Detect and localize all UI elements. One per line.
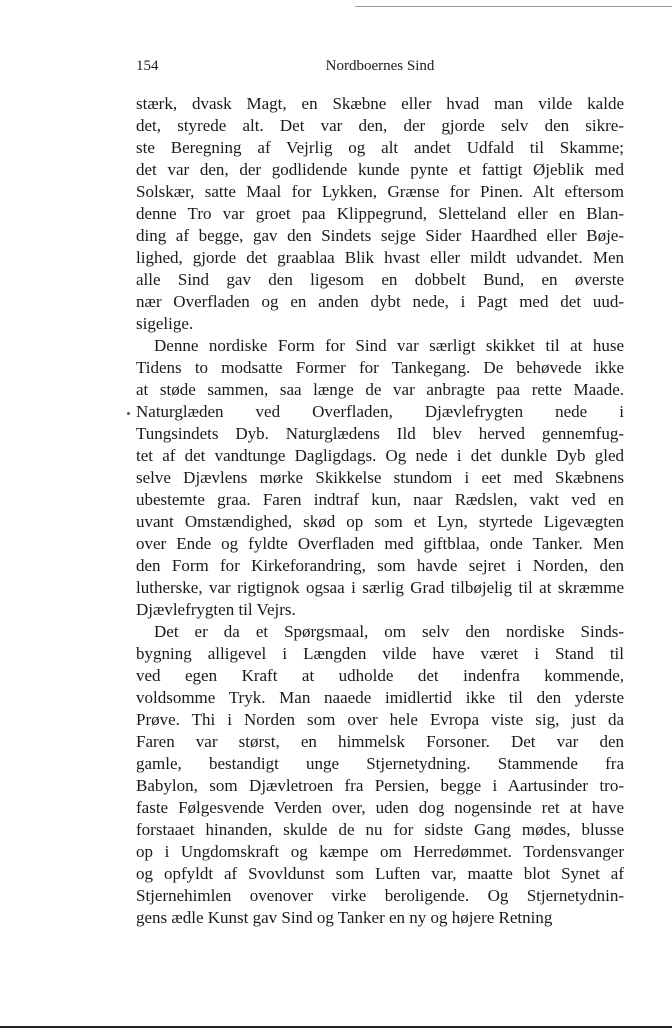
text-line: gens ædle Kunst gav Sind og Tanker en ny og højere Retning: [136, 908, 553, 927]
top-edge-rule: [355, 6, 672, 7]
text-line: faste Følgesvende Verden over, uden dog nogensinde ret at have: [136, 798, 624, 817]
bottom-edge-rule: [0, 1026, 672, 1028]
text-line: den Form for Kirkeforandring, som havde sejret i Norden, den: [136, 556, 624, 575]
text-line: Det er da et Spørgsmaal, om selv den nordiske Sinds-: [154, 622, 624, 641]
text-line: ding af begge, gav den Sindets sejge Sider Haardhed eller Bøje-: [136, 226, 624, 245]
body-text: [136, 93, 624, 929]
text-line: alle Sind gav den ligesom en dobbelt Bund, en øverste: [136, 270, 624, 289]
text-line: det var den, der godlidende kunde pynte et fattigt Øjeblik med: [136, 160, 624, 179]
text-line: sigelige.: [136, 314, 194, 333]
text-line: ubestemte graa. Faren indtraf kun, naar Rædslen, vakt ved en: [136, 490, 624, 509]
text-line: Faren var størst, en himmelsk Forsoner. Det var den: [136, 732, 624, 751]
text-line: Naturglæden ved Overfladen, Djævlefrygten nede i: [136, 402, 624, 421]
text-line: Djævlefrygten til Vejrs.: [136, 600, 296, 619]
text-line: uvant Omstændighed, skød op som et Lyn, styrtede Ligevægten: [136, 512, 624, 531]
text-line: Babylon, som Djævletroen fra Persien, begge i Aartusinder tro-: [136, 776, 624, 795]
text-line: Denne nordiske Form for Sind var særligt skikket til at huse: [154, 336, 624, 355]
text-line: nær Overfladen og en anden dybt nede, i Pagt med det uud-: [136, 292, 624, 311]
running-title: Nordboernes Sind: [325, 58, 435, 74]
text-line: selve Djævlens mørke Skikkelse stundom i eet med Skæbnens: [136, 468, 624, 487]
text-line: og opfyldt af Svovldunst som Luften var, maatte blot Synet af: [136, 864, 624, 883]
text-line: stærk, dvask Magt, en Skæbne eller hvad man vilde kalde: [136, 94, 624, 113]
text-line: forstaaet hinanden, skulde de nu for sidste Gang mødes, blusse: [136, 820, 624, 839]
text-line: ste Beregning af Vejrlig og alt andet Udfald til Skamme;: [136, 138, 624, 157]
text-line: Tidens to modsatte Former for Tankegang. De behøvede ikke: [136, 358, 624, 377]
text-line: tet af det vandtunge Dagligdags. Og nede i det dunkle Dyb gled: [136, 446, 624, 465]
text-line: Solskær, satte Maal for Lykken, Grænse for Pinen. Alt eftersom: [136, 182, 624, 201]
margin-speck: [127, 412, 130, 415]
text-line: lutherske, var rigtignok ogsaa i særlig Grad tilbøjelig til at skræmme: [136, 578, 624, 597]
text-line: ved egen Kraft at udholde det indenfra kommende,: [136, 666, 624, 685]
text-line: Stjernehimlen ovenover virke beroligende. Og Stjernetydnin-: [136, 886, 624, 905]
text-line: Tungsindets Dyb. Naturglædens Ild blev herved gennemfug-: [136, 424, 624, 443]
paragraph: [136, 621, 624, 929]
text-line: bygning alligevel i Længden vilde have været i Stand til: [136, 644, 624, 663]
paragraph: [136, 93, 624, 335]
page-number: 154: [136, 58, 159, 74]
text-line: gamle, bestandigt unge Stjernetydning. Stammende fra: [136, 754, 624, 773]
text-line: det, styrede alt. Det var den, der gjorde selv den sikre-: [136, 116, 624, 135]
text-line: over Ende og fyldte Overfladen med giftblaa, onde Tanker. Men: [136, 534, 624, 553]
text-line: voldsomme Tryk. Man naaede imidlertid ikke til den yderste: [136, 688, 624, 707]
text-line: denne Tro var groet paa Klippegrund, Sletteland eller en Blan-: [136, 204, 624, 223]
text-line: op i Ungdomskraft og kæmpe om Herredømmet. Tordensvanger: [136, 842, 624, 861]
text-line: at støde sammen, saa længe de var anbragte paa rette Maade.: [136, 380, 624, 399]
page-header: [136, 58, 624, 80]
paragraph: [136, 335, 624, 621]
text-line: Prøve. Thi i Norden som over hele Evropa viste sig, just da: [136, 710, 624, 729]
text-line: lighed, gjorde det graablaa Blik hvast eller mildt udvandet. Men: [136, 248, 624, 267]
